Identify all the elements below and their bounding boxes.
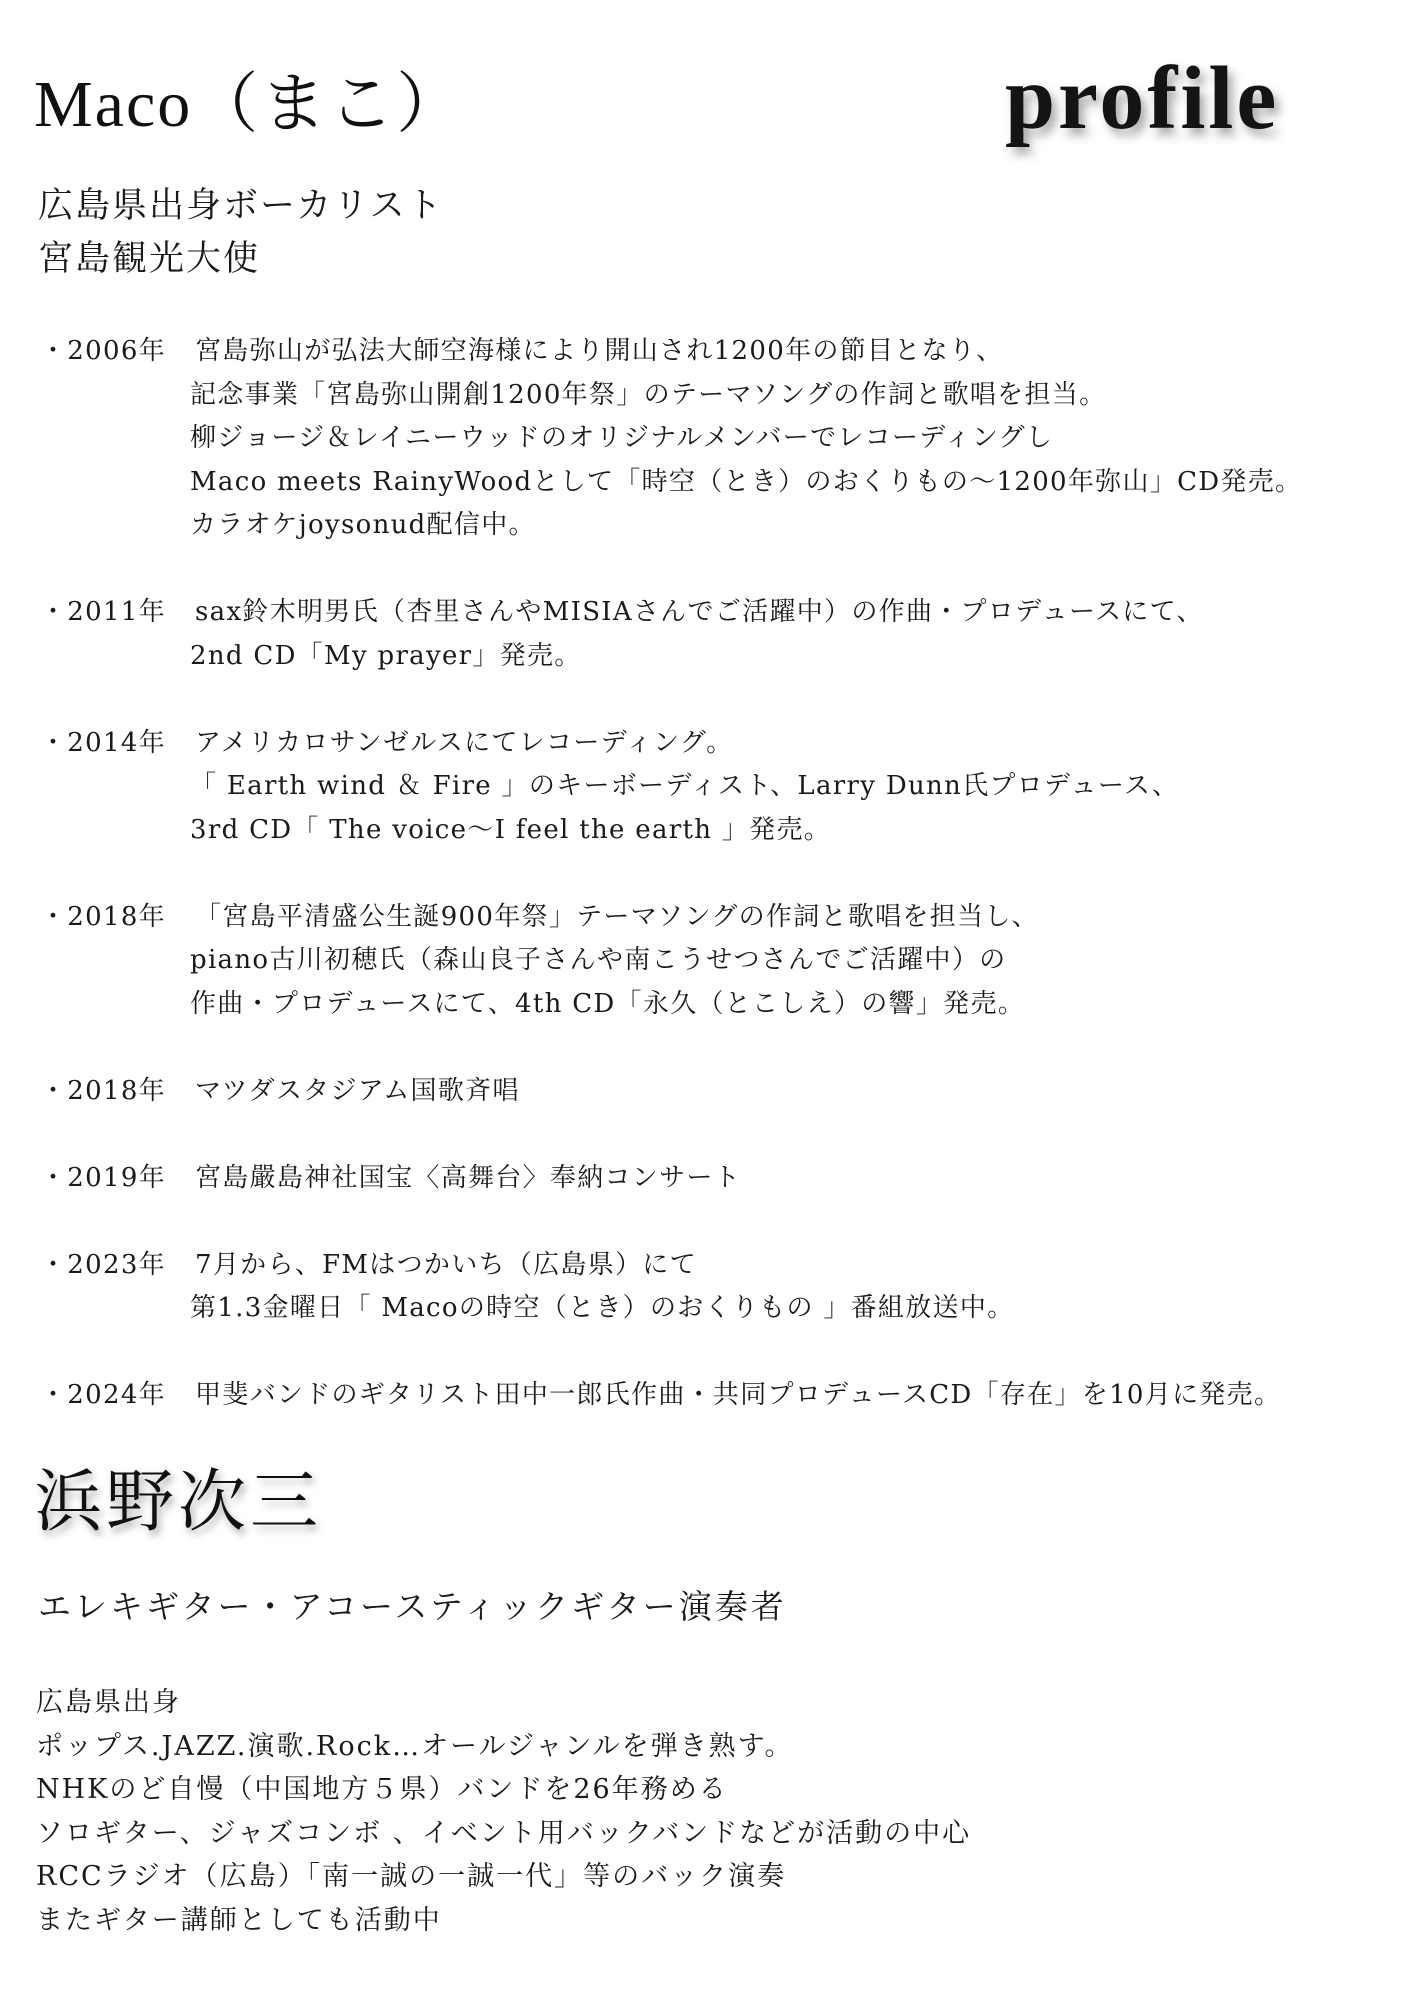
bio-line: 広島県出身 <box>36 1687 181 1718</box>
bio-line: またギター講師としても活動中 <box>36 1904 442 1936</box>
timeline-year: ・2006年 <box>40 336 166 366</box>
timeline-text: Maco meets RainyWoodとして「時空（とき）のおくりもの〜1200年弥山」CD発売。 <box>190 466 1303 497</box>
timeline-year: ・2014年 <box>40 727 166 758</box>
bio-line: NHKのど自慢（中国地方５県）バンドを26年務める <box>36 1774 728 1805</box>
timeline-year: ・2023年 <box>40 1249 166 1280</box>
artist-name-maco: Maco（まこ） <box>34 68 465 141</box>
timeline-text: 柳ジョージ＆レイニーウッドのオリジナルメンバーでレコーディングし <box>190 423 1054 453</box>
timeline-text: 7月から、FMはつかいち（広島県）にて <box>195 1249 697 1280</box>
timeline-year: ・2011年 <box>40 597 166 627</box>
timeline-text: 甲斐バンドのギタリスト田中一郎氏作曲・共同プロデュースCD「存在」を10月に発売。 <box>195 1380 1282 1410</box>
timeline-text: piano古川初穂氏（森山良子さんや南こうせつさんでご活躍中）の <box>190 945 1007 975</box>
timeline-entry <box>40 1244 1410 1331</box>
bio-line: RCCラジオ（広島）「南一誠の一誠一代」等のバック演奏 <box>36 1861 787 1892</box>
timeline-entry <box>40 1374 1410 1418</box>
bio-line: ポップス.JAZZ.演歌.Rock…オールジャンルを弾き熟す。 <box>36 1730 794 1762</box>
timeline-year: ・2024年 <box>40 1380 166 1410</box>
hamano-role: エレキギター・アコースティックギター演奏者 <box>38 1587 787 1626</box>
timeline-entry <box>40 722 1410 853</box>
timeline-entry <box>40 1157 1410 1201</box>
timeline-text: 作曲・プロデュースにて、4th CD「永久（とこしえ）の響」発売。 <box>190 988 1026 1019</box>
profile-heading: profile <box>1005 49 1280 148</box>
timeline-text: 宮島嚴島神社国宝〈高舞台〉奉納コンサート <box>195 1162 742 1193</box>
timeline-text: アメリカロサンゼルスにてレコーディング。 <box>195 727 734 758</box>
timeline-text: 2nd CD「My prayer」発売。 <box>190 640 582 671</box>
timeline-year: ・2018年 <box>40 1075 166 1106</box>
maco-intro <box>38 180 444 286</box>
timeline-text: カラオケjoysonud配信中。 <box>190 510 536 540</box>
timeline-text: 記念事業「宮島弥山開創1200年祭」のテーマソングの作詞と歌唱を担当。 <box>190 379 1107 410</box>
timeline-year: ・2019年 <box>40 1162 166 1193</box>
timeline-text: sax鈴木明男氏（杏里さんやMISIAさんでご活躍中）の作曲・プロデュースにて、 <box>195 597 1204 627</box>
intro-origin: 広島県出身ボーカリスト <box>38 186 444 226</box>
hamano-bio <box>36 1681 971 1942</box>
timeline-entry <box>40 591 1410 678</box>
bio-line: ソロギター、ジャズコンボ 、イベント用バックバンドなどが活動の中心 <box>36 1817 972 1849</box>
timeline-text: 宮島弥山が弘法大師空海様により開山され1200年の節目となり、 <box>195 336 1004 366</box>
timeline-text: マツダスタジアム国歌斉唱 <box>195 1075 520 1106</box>
timeline-text: 「 Earth wind ＆ Fire 」のキーボーディスト、Larry Dunn氏プロデュース、 <box>190 771 1180 801</box>
intro-ambassador: 宮島観光大使 <box>38 239 261 279</box>
timeline-entry <box>40 896 1410 1027</box>
timeline-entry <box>40 1070 1410 1114</box>
timeline-text: 第1.3金曜日「 Macoの時空（とき）のおくりもの 」番組放送中。 <box>190 1293 1015 1323</box>
timeline-text: 「宮島平清盛公生誕900年祭」テーマソングの作詞と歌唱を担当し、 <box>195 901 1039 932</box>
timeline-text: 3rd CD「 The voice〜I feel the earth 」発売。 <box>190 814 832 845</box>
timeline-entry <box>40 330 1410 548</box>
career-timeline <box>40 330 1410 1418</box>
timeline-year: ・2018年 <box>40 901 166 932</box>
artist-name-hamano: 浜野次三 <box>34 1463 323 1542</box>
